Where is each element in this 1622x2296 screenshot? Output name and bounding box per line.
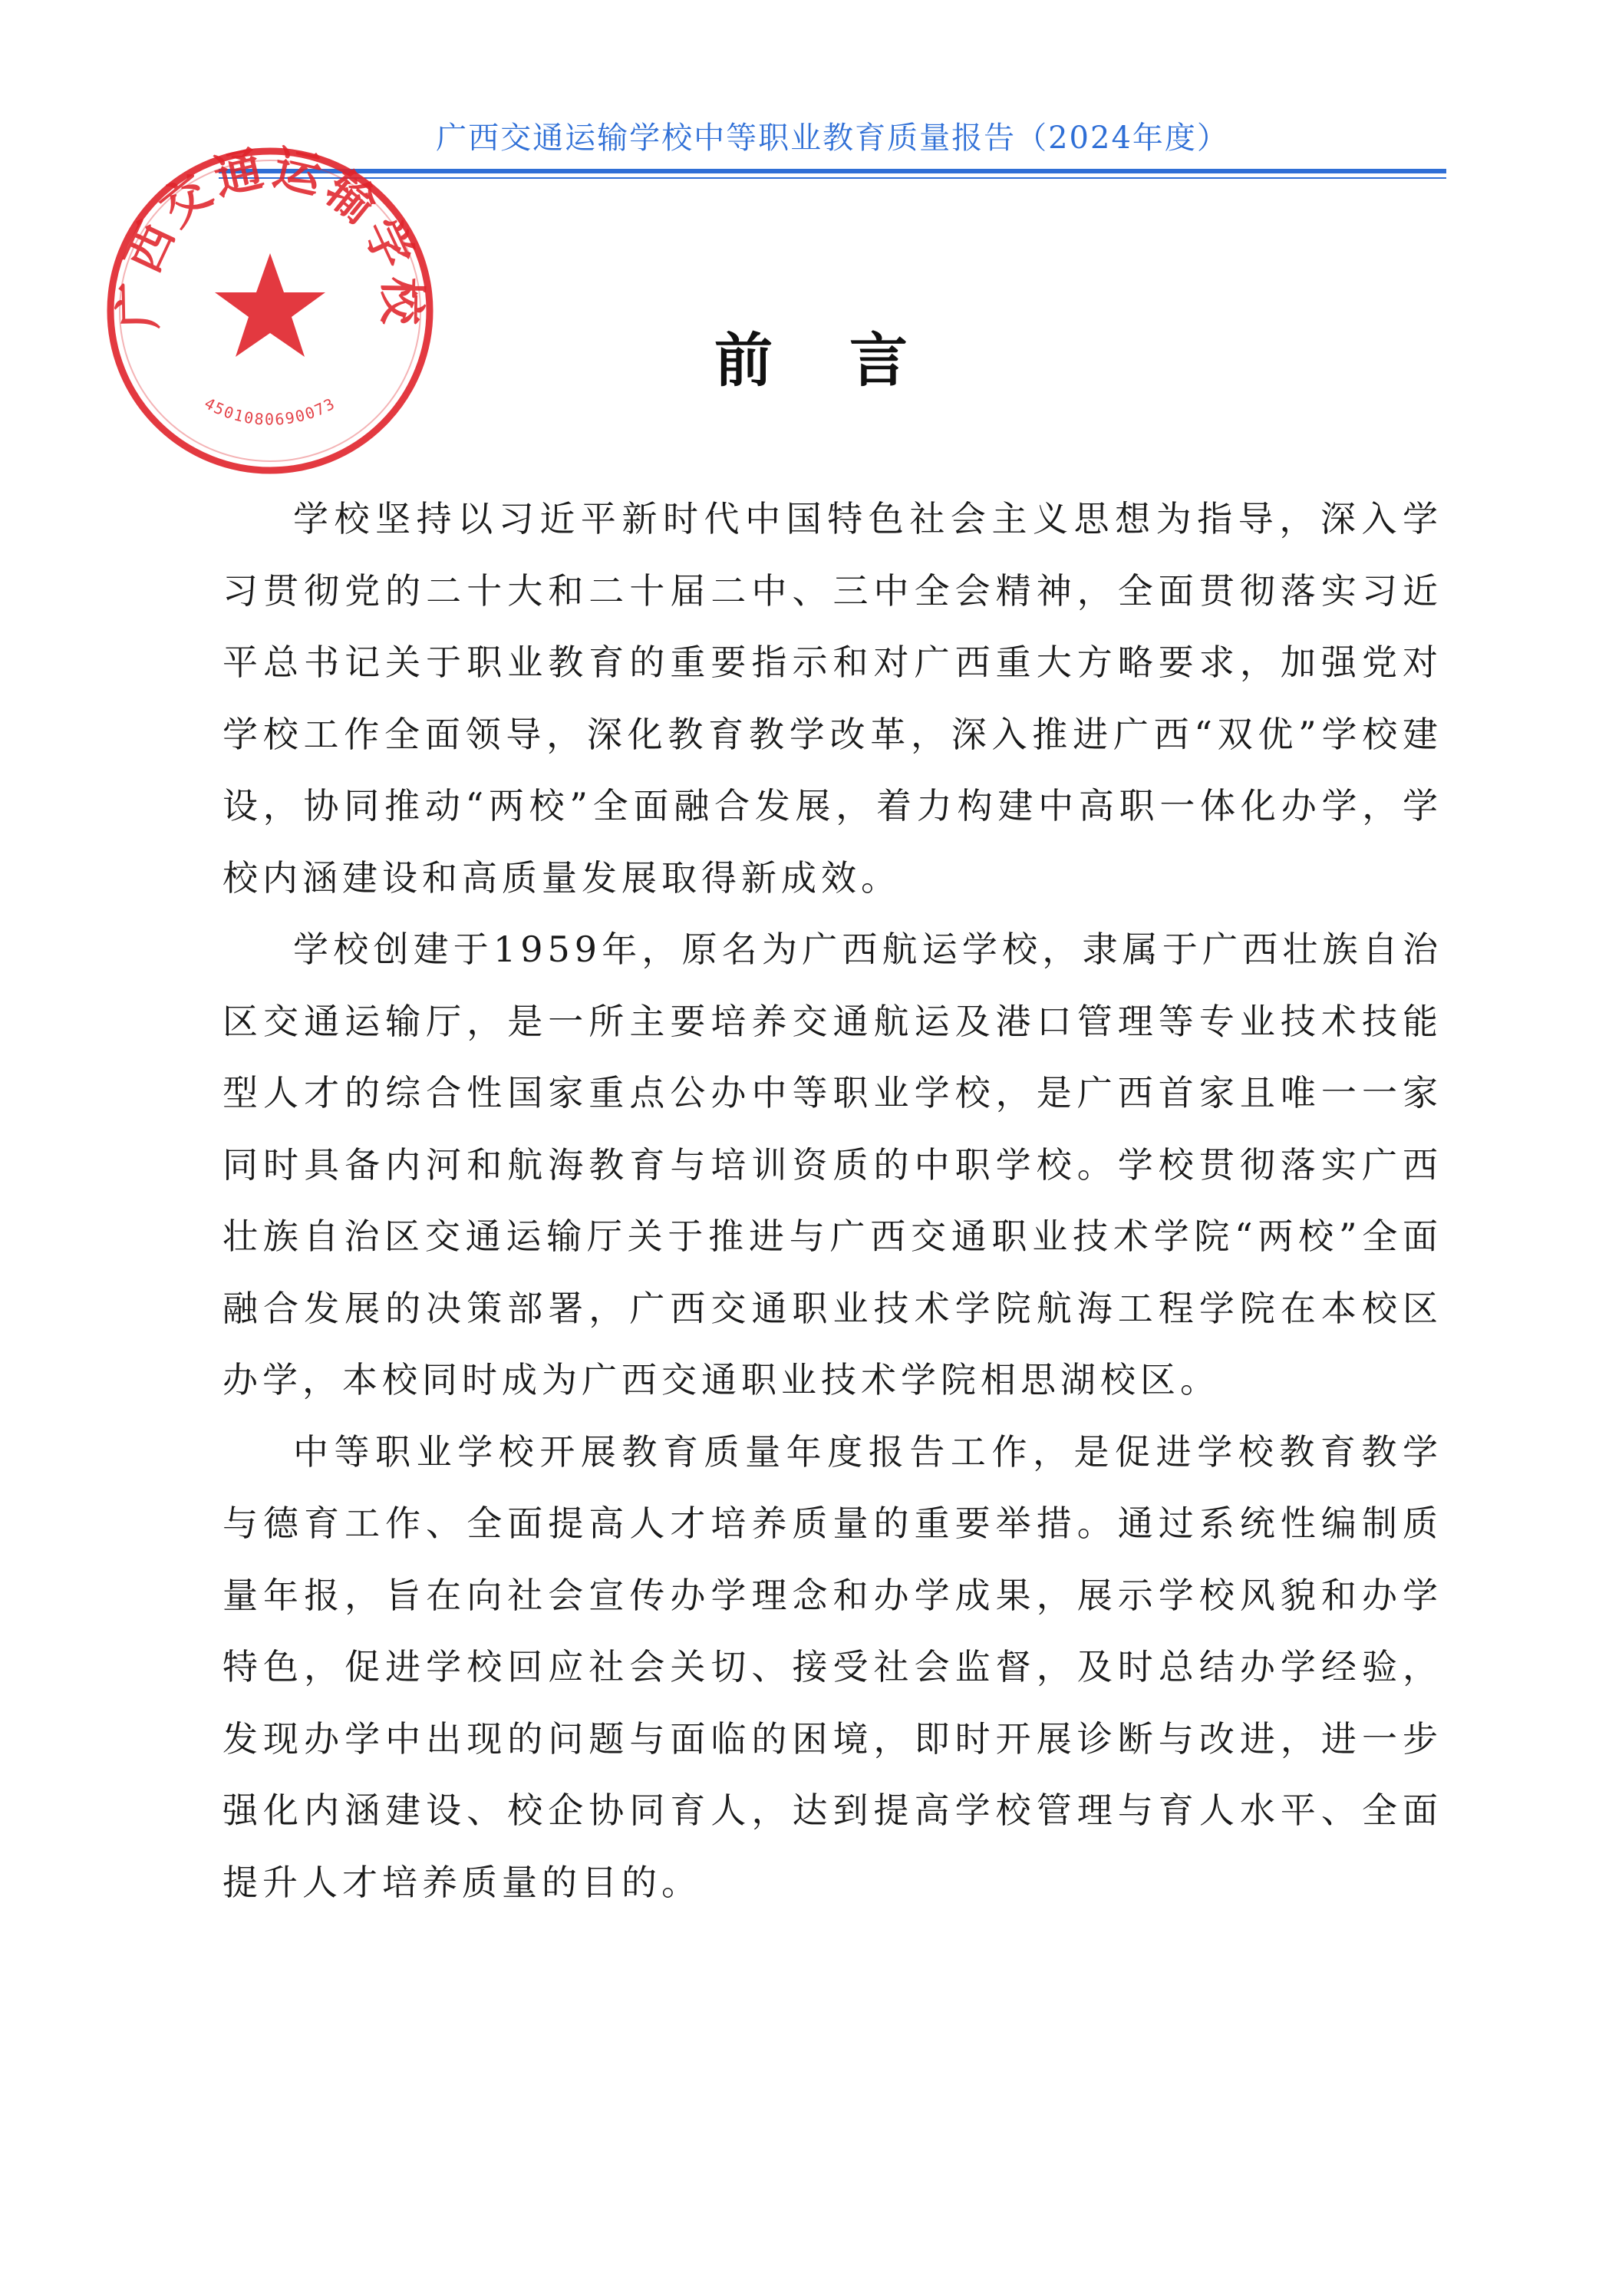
seal-name-text: 广西交通运输学校 [110,142,430,330]
running-header: 广西交通运输学校中等职业教育质量报告（2024年度） [436,120,1229,156]
page-title [0,322,1622,399]
official-seal [101,142,439,480]
paragraph-3: 中等职业学校开展教育质量年度报告工作，是促进学校教育教学与德育工作、全面提高人才培养质量的重要举措。通过系统性编制质量年报，旨在向社会宣传办学理念和办学成果，展示学校风貌和办学特色，促进学校回应社会关切、接受社会监督，及时总结办学经验，发现办学中出现的问题与面临的困境，即时开展诊断与改进，进一步强化内涵建设、校企协同育人，达到提高学校管理与育人水平、全面提升人才培养质量的目的。 [223,1430,1442,1903]
seal-graphic [101,142,439,480]
seal-code-text: 4501080690073 [201,394,339,429]
title-part-2: 言 [849,326,908,394]
paragraph-2: 学校创建于1959年，原名为广西航运学校，隶属于广西壮族自治区交通运输厅，是一所主要培养交通航运及港口管理等专业技术技能型人才的综合性国家重点公办中等职业学校，是广西首家且唯一一家同时具备内河和航海教育与培训资质的中职学校。学校贯彻落实广西壮族自治区交通运输厅关于推进与广西交通职业技术学院“两校”全面融合发展的决策部署，广西交通职业技术学院航海工程学院在本校区办学，本校同时成为广西交通职业技术学院相思湖校区。 [223,929,1442,1400]
paragraph-1: 学校坚持以习近平新时代中国特色社会主义思想为指导，深入学习贯彻党的二十大和二十届二中、三中全会精神，全面贯彻落实习近平总书记关于职业教育的重要指示和对广西重大方略要求，加强党对学校工作全面领导，深化教育教学改革，深入推进广西“双优”学校建设，协同推动“两校”全面融合发展，着力构建中高职一体化办学，学校内涵建设和高质量发展取得新成效。 [223,498,1442,899]
title-part-1: 前 [714,326,773,394]
preface-body [223,483,1442,1918]
